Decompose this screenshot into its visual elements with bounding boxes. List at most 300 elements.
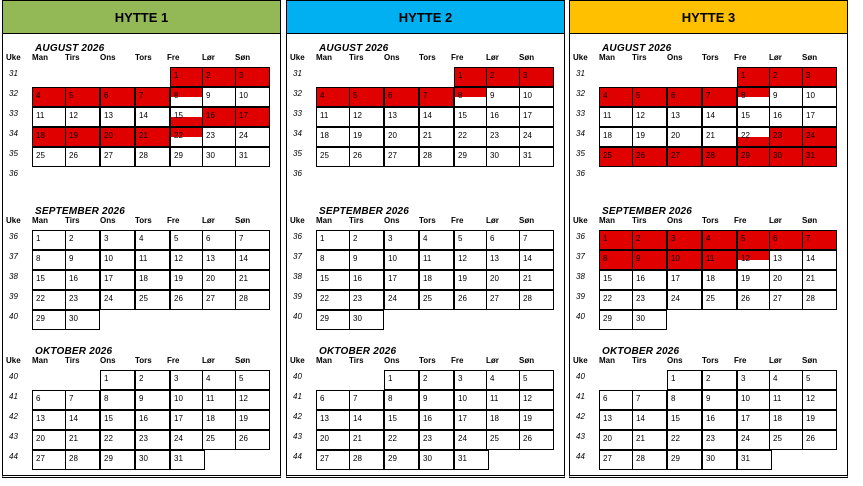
- weekday-header: Søn: [519, 216, 535, 225]
- day-cell[interactable]: 23: [702, 430, 737, 450]
- day-cell[interactable]: 29: [737, 147, 772, 167]
- day-cell[interactable]: 27: [202, 290, 237, 310]
- day-cell[interactable]: 11: [316, 107, 351, 127]
- day-cell[interactable]: 14: [519, 250, 554, 270]
- day-cell[interactable]: 16: [486, 107, 521, 127]
- day-cell[interactable]: 5: [454, 230, 489, 250]
- day-cell[interactable]: 20: [100, 127, 135, 147]
- day-cell[interactable]: 22: [384, 430, 419, 450]
- day-cell[interactable]: 2: [419, 370, 454, 390]
- day-cell[interactable]: 25: [769, 430, 804, 450]
- day-cell[interactable]: 13: [486, 250, 521, 270]
- day-cell[interactable]: 28: [419, 147, 454, 167]
- day-cell[interactable]: 10: [235, 87, 270, 107]
- day-cell[interactable]: 17: [802, 107, 837, 127]
- day-cell[interactable]: 14: [702, 107, 737, 127]
- day-cell[interactable]: 30: [349, 310, 384, 330]
- day-cell[interactable]: 3: [170, 370, 205, 390]
- week-number: 39: [9, 292, 18, 301]
- week-number: 40: [9, 372, 18, 381]
- day-cell[interactable]: 8: [100, 390, 135, 410]
- day-cell[interactable]: 2: [632, 230, 667, 250]
- day-cell[interactable]: 24: [100, 290, 135, 310]
- day-cell[interactable]: 26: [170, 290, 205, 310]
- day-cell[interactable]: 20: [32, 430, 67, 450]
- day-cell[interactable]: 4: [419, 230, 454, 250]
- day-cell[interactable]: 28: [702, 147, 737, 167]
- day-cell[interactable]: 17: [667, 270, 702, 290]
- day-cell[interactable]: 1: [32, 230, 67, 250]
- day-cell[interactable]: 23: [769, 127, 804, 147]
- day-cell[interactable]: 22: [454, 127, 489, 147]
- day-cell[interactable]: 24: [384, 290, 419, 310]
- week-number: 35: [9, 149, 18, 158]
- day-cell[interactable]: 28: [235, 290, 270, 310]
- day-cell[interactable]: 15: [384, 410, 419, 430]
- day-cell[interactable]: 12: [632, 107, 667, 127]
- day-cell[interactable]: 12: [235, 390, 270, 410]
- day-cell[interactable]: 24: [170, 430, 205, 450]
- day-cell[interactable]: 31: [519, 147, 554, 167]
- day-cell[interactable]: 5: [349, 87, 384, 107]
- day-cell[interactable]: 28: [135, 147, 170, 167]
- weekday-header: Uke: [573, 356, 588, 365]
- day-cell[interactable]: 2: [135, 370, 170, 390]
- day-cell[interactable]: 23: [419, 430, 454, 450]
- day-cell[interactable]: 4: [202, 370, 237, 390]
- day-cell[interactable]: 26: [632, 147, 667, 167]
- day-cell[interactable]: 7: [65, 390, 100, 410]
- day-cell[interactable]: 20: [384, 127, 419, 147]
- day-cell[interactable]: 23: [632, 290, 667, 310]
- day-cell[interactable]: 3: [100, 230, 135, 250]
- day-cell[interactable]: 11: [769, 390, 804, 410]
- day-cell[interactable]: 29: [170, 147, 205, 167]
- day-cell[interactable]: 21: [235, 270, 270, 290]
- day-cell[interactable]: 27: [667, 147, 702, 167]
- day-cell[interactable]: 17: [170, 410, 205, 430]
- day-cell[interactable]: 26: [235, 430, 270, 450]
- day-cell[interactable]: 17: [454, 410, 489, 430]
- day-cell[interactable]: 3: [454, 370, 489, 390]
- day-cell[interactable]: 4: [599, 87, 634, 107]
- day-cell[interactable]: 25: [316, 147, 351, 167]
- day-cell[interactable]: 6: [667, 87, 702, 107]
- day-cell[interactable]: 28: [65, 450, 100, 470]
- day-cell[interactable]: 26: [519, 430, 554, 450]
- day-cell[interactable]: 13: [384, 107, 419, 127]
- day-cell[interactable]: 10: [519, 87, 554, 107]
- month-title: AUGUST 2026: [319, 43, 389, 54]
- day-cell[interactable]: 23: [202, 127, 237, 147]
- month-block: [570, 43, 849, 183]
- day-cell[interactable]: 15: [100, 410, 135, 430]
- day-cell[interactable]: 28: [632, 450, 667, 470]
- day-cell[interactable]: 11: [599, 107, 634, 127]
- day-cell[interactable]: 30: [769, 147, 804, 167]
- day-cell[interactable]: 4: [316, 87, 351, 107]
- day-cell[interactable]: 16: [349, 270, 384, 290]
- week-number: 36: [293, 232, 302, 241]
- day-cell[interactable]: 20: [599, 430, 634, 450]
- week-number: 37: [9, 252, 18, 261]
- day-cell[interactable]: 20: [202, 270, 237, 290]
- day-cell[interactable]: 9: [65, 250, 100, 270]
- day-cell[interactable]: 14: [65, 410, 100, 430]
- day-cell[interactable]: 21: [802, 270, 837, 290]
- day-cell[interactable]: 22: [100, 430, 135, 450]
- day-cell[interactable]: 14: [632, 410, 667, 430]
- day-cell[interactable]: 10: [100, 250, 135, 270]
- day-cell[interactable]: 26: [454, 290, 489, 310]
- day-cell[interactable]: 19: [454, 270, 489, 290]
- day-cell[interactable]: 10: [384, 250, 419, 270]
- day-cell[interactable]: 30: [419, 450, 454, 470]
- day-cell[interactable]: 27: [769, 290, 804, 310]
- weekday-header: Man: [32, 216, 48, 225]
- day-cell[interactable]: 25: [702, 290, 737, 310]
- day-cell[interactable]: 18: [769, 410, 804, 430]
- day-cell[interactable]: 15: [32, 270, 67, 290]
- weekday-header: Ons: [667, 356, 683, 365]
- day-cell[interactable]: 7: [235, 230, 270, 250]
- day-cell[interactable]: 29: [316, 310, 351, 330]
- day-cell[interactable]: 29: [599, 310, 634, 330]
- day-cell[interactable]: 11: [32, 107, 67, 127]
- day-cell[interactable]: 18: [599, 127, 634, 147]
- weekday-header: Ons: [667, 53, 683, 62]
- day-cell[interactable]: 19: [519, 410, 554, 430]
- day-cell[interactable]: 24: [454, 430, 489, 450]
- day-cell[interactable]: 15: [667, 410, 702, 430]
- day-cell[interactable]: 14: [349, 410, 384, 430]
- day-cell[interactable]: 30: [702, 450, 737, 470]
- day-cell[interactable]: 21: [349, 430, 384, 450]
- day-cell[interactable]: 24: [519, 127, 554, 147]
- day-cell[interactable]: 5: [170, 230, 205, 250]
- day-cell[interactable]: 2: [349, 230, 384, 250]
- day-cell[interactable]: 17: [100, 270, 135, 290]
- day-cell[interactable]: 20: [486, 270, 521, 290]
- day-cell[interactable]: 10: [454, 390, 489, 410]
- day-cell[interactable]: 8: [737, 87, 772, 107]
- day-cell[interactable]: 21: [702, 127, 737, 147]
- day-cell[interactable]: 18: [202, 410, 237, 430]
- day-cell[interactable]: 16: [702, 410, 737, 430]
- day-cell[interactable]: 30: [135, 450, 170, 470]
- day-cell[interactable]: 27: [599, 450, 634, 470]
- day-cell[interactable]: 7: [802, 230, 837, 250]
- day-cell[interactable]: 26: [349, 147, 384, 167]
- day-cell[interactable]: 12: [349, 107, 384, 127]
- day-cell[interactable]: 23: [65, 290, 100, 310]
- weekday-header: Man: [32, 356, 48, 365]
- day-cell[interactable]: 14: [419, 107, 454, 127]
- day-cell[interactable]: 27: [100, 147, 135, 167]
- day-cell[interactable]: 4: [769, 370, 804, 390]
- day-cell[interactable]: 6: [769, 230, 804, 250]
- day-cell[interactable]: 21: [632, 430, 667, 450]
- day-cell[interactable]: 13: [316, 410, 351, 430]
- day-cell[interactable]: 10: [667, 250, 702, 270]
- day-cell[interactable]: 7: [419, 87, 454, 107]
- day-cell[interactable]: 22: [32, 290, 67, 310]
- day-cell[interactable]: 31: [454, 450, 489, 470]
- day-cell[interactable]: 5: [737, 230, 772, 250]
- day-cell[interactable]: 8: [32, 250, 67, 270]
- day-cell[interactable]: 9: [349, 250, 384, 270]
- day-cell[interactable]: 28: [349, 450, 384, 470]
- day-cell[interactable]: 1: [170, 67, 205, 87]
- day-cell[interactable]: 8: [667, 390, 702, 410]
- day-cell[interactable]: 6: [316, 390, 351, 410]
- day-cell[interactable]: 25: [419, 290, 454, 310]
- weekday-header: Søn: [235, 53, 251, 62]
- day-cell[interactable]: 2: [202, 67, 237, 87]
- day-cell[interactable]: 28: [802, 290, 837, 310]
- day-cell[interactable]: 6: [202, 230, 237, 250]
- day-cell[interactable]: 21: [65, 430, 100, 450]
- day-cell[interactable]: 9: [419, 390, 454, 410]
- day-cell[interactable]: 2: [769, 67, 804, 87]
- day-cell[interactable]: 5: [235, 370, 270, 390]
- day-cell[interactable]: 5: [802, 370, 837, 390]
- day-cell[interactable]: 13: [769, 250, 804, 270]
- day-cell[interactable]: 25: [202, 430, 237, 450]
- day-cell[interactable]: 30: [65, 310, 100, 330]
- day-cell[interactable]: 9: [486, 87, 521, 107]
- day-cell[interactable]: 13: [667, 107, 702, 127]
- day-cell[interactable]: 16: [632, 270, 667, 290]
- day-cell[interactable]: 19: [170, 270, 205, 290]
- week-number: 36: [9, 169, 18, 178]
- day-cell[interactable]: 26: [65, 147, 100, 167]
- day-cell[interactable]: 7: [349, 390, 384, 410]
- day-cell[interactable]: 2: [486, 67, 521, 87]
- day-cell[interactable]: 2: [702, 370, 737, 390]
- weekday-header: Fre: [167, 356, 180, 365]
- day-cell[interactable]: 29: [454, 147, 489, 167]
- day-cell[interactable]: 8: [170, 87, 205, 107]
- day-cell[interactable]: 10: [737, 390, 772, 410]
- day-cell[interactable]: 22: [737, 127, 772, 147]
- day-cell[interactable]: 16: [419, 410, 454, 430]
- weekday-header: Tirs: [65, 53, 80, 62]
- day-cell[interactable]: 19: [235, 410, 270, 430]
- day-cell[interactable]: 7: [519, 230, 554, 250]
- day-cell[interactable]: 3: [519, 67, 554, 87]
- day-cell[interactable]: 19: [737, 270, 772, 290]
- day-cell[interactable]: 19: [632, 127, 667, 147]
- day-cell[interactable]: 13: [100, 107, 135, 127]
- day-cell[interactable]: 24: [235, 127, 270, 147]
- day-cell[interactable]: 1: [599, 230, 634, 250]
- day-cell[interactable]: 21: [519, 270, 554, 290]
- day-cell[interactable]: 11: [419, 250, 454, 270]
- day-cell[interactable]: 9: [632, 250, 667, 270]
- day-cell[interactable]: 27: [486, 290, 521, 310]
- day-cell[interactable]: 16: [769, 107, 804, 127]
- day-cell[interactable]: 9: [202, 87, 237, 107]
- day-cell[interactable]: 6: [599, 390, 634, 410]
- day-cell[interactable]: 22: [316, 290, 351, 310]
- month-title: AUGUST 2026: [602, 43, 672, 54]
- day-cell[interactable]: 20: [769, 270, 804, 290]
- day-cell[interactable]: 29: [384, 450, 419, 470]
- day-cell[interactable]: 16: [135, 410, 170, 430]
- day-cell[interactable]: 19: [349, 127, 384, 147]
- day-cell[interactable]: 29: [667, 450, 702, 470]
- day-cell[interactable]: 15: [316, 270, 351, 290]
- weekday-header: Fre: [734, 53, 747, 62]
- day-cell[interactable]: 11: [135, 250, 170, 270]
- day-cell[interactable]: 13: [599, 410, 634, 430]
- day-cell[interactable]: 5: [632, 87, 667, 107]
- day-cell[interactable]: 18: [419, 270, 454, 290]
- day-cell[interactable]: 23: [486, 127, 521, 147]
- day-cell[interactable]: 15: [454, 107, 489, 127]
- day-cell[interactable]: 6: [486, 230, 521, 250]
- day-cell[interactable]: 18: [32, 127, 67, 147]
- day-cell[interactable]: 27: [316, 450, 351, 470]
- day-cell[interactable]: 24: [737, 430, 772, 450]
- day-cell[interactable]: 15: [737, 107, 772, 127]
- day-cell[interactable]: 24: [802, 127, 837, 147]
- day-cell[interactable]: 30: [486, 147, 521, 167]
- day-cell[interactable]: 12: [170, 250, 205, 270]
- day-cell[interactable]: 25: [486, 430, 521, 450]
- day-cell[interactable]: 20: [667, 127, 702, 147]
- day-cell[interactable]: 9: [769, 87, 804, 107]
- week-number: 38: [576, 272, 585, 281]
- day-cell[interactable]: 17: [235, 107, 270, 127]
- day-cell[interactable]: 23: [135, 430, 170, 450]
- day-cell[interactable]: 11: [486, 390, 521, 410]
- day-cell[interactable]: 22: [599, 290, 634, 310]
- day-cell[interactable]: 12: [519, 390, 554, 410]
- day-cell[interactable]: 1: [100, 370, 135, 390]
- day-cell[interactable]: 2: [65, 230, 100, 250]
- day-cell[interactable]: 13: [202, 250, 237, 270]
- month-title: SEPTEMBER 2026: [602, 206, 693, 217]
- day-cell[interactable]: 30: [632, 310, 667, 330]
- day-cell[interactable]: 31: [802, 147, 837, 167]
- day-cell[interactable]: 14: [135, 107, 170, 127]
- day-cell[interactable]: 7: [135, 87, 170, 107]
- day-cell[interactable]: 13: [32, 410, 67, 430]
- day-cell[interactable]: 12: [737, 250, 772, 270]
- day-cell[interactable]: 1: [737, 67, 772, 87]
- week-number: 34: [9, 129, 18, 138]
- day-cell[interactable]: 11: [202, 390, 237, 410]
- day-cell[interactable]: 1: [454, 67, 489, 87]
- day-cell[interactable]: 5: [65, 87, 100, 107]
- day-cell[interactable]: 29: [32, 310, 67, 330]
- day-cell[interactable]: 19: [802, 410, 837, 430]
- day-cell[interactable]: 8: [384, 390, 419, 410]
- day-cell[interactable]: 12: [454, 250, 489, 270]
- day-cell[interactable]: 7: [632, 390, 667, 410]
- day-cell[interactable]: 3: [235, 67, 270, 87]
- day-cell[interactable]: 27: [32, 450, 67, 470]
- day-cell[interactable]: 26: [737, 290, 772, 310]
- day-cell[interactable]: 4: [32, 87, 67, 107]
- day-cell[interactable]: 31: [235, 147, 270, 167]
- day-cell[interactable]: 3: [737, 370, 772, 390]
- day-cell[interactable]: 25: [599, 147, 634, 167]
- day-cell[interactable]: 1: [667, 370, 702, 390]
- day-cell[interactable]: 3: [384, 230, 419, 250]
- day-cell[interactable]: 8: [316, 250, 351, 270]
- day-cell[interactable]: 5: [519, 370, 554, 390]
- day-cell[interactable]: 6: [100, 87, 135, 107]
- weekday-header: Man: [316, 216, 332, 225]
- day-cell[interactable]: 31: [170, 450, 205, 470]
- day-cell[interactable]: 25: [32, 147, 67, 167]
- day-cell[interactable]: 18: [702, 270, 737, 290]
- day-cell[interactable]: 15: [599, 270, 634, 290]
- day-cell[interactable]: 30: [202, 147, 237, 167]
- day-cell[interactable]: 18: [486, 410, 521, 430]
- day-cell[interactable]: 8: [599, 250, 634, 270]
- day-cell[interactable]: 18: [316, 127, 351, 147]
- day-cell[interactable]: 19: [65, 127, 100, 147]
- day-cell[interactable]: 11: [702, 250, 737, 270]
- day-cell[interactable]: 17: [384, 270, 419, 290]
- day-cell[interactable]: 18: [135, 270, 170, 290]
- cabin-panel-1: [2, 0, 281, 478]
- day-cell[interactable]: 3: [802, 67, 837, 87]
- day-cell[interactable]: 20: [316, 430, 351, 450]
- day-cell[interactable]: 26: [802, 430, 837, 450]
- day-cell[interactable]: 24: [667, 290, 702, 310]
- day-cell[interactable]: 12: [802, 390, 837, 410]
- day-cell[interactable]: 6: [384, 87, 419, 107]
- day-cell[interactable]: 4: [135, 230, 170, 250]
- day-cell[interactable]: 14: [235, 250, 270, 270]
- day-cell[interactable]: 16: [65, 270, 100, 290]
- day-cell[interactable]: 14: [802, 250, 837, 270]
- day-cell[interactable]: 6: [32, 390, 67, 410]
- day-cell[interactable]: 10: [802, 87, 837, 107]
- day-cell[interactable]: 3: [667, 230, 702, 250]
- day-cell[interactable]: 28: [519, 290, 554, 310]
- day-cell[interactable]: 8: [454, 87, 489, 107]
- day-cell[interactable]: 4: [702, 230, 737, 250]
- day-cell[interactable]: 29: [100, 450, 135, 470]
- day-cell[interactable]: 1: [316, 230, 351, 250]
- day-cell[interactable]: 23: [349, 290, 384, 310]
- day-cell[interactable]: 1: [384, 370, 419, 390]
- day-cell[interactable]: 9: [135, 390, 170, 410]
- day-cell[interactable]: 15: [170, 107, 205, 127]
- day-cell[interactable]: 21: [419, 127, 454, 147]
- day-cell[interactable]: 7: [702, 87, 737, 107]
- day-cell[interactable]: 17: [519, 107, 554, 127]
- day-cell[interactable]: 10: [170, 390, 205, 410]
- day-cell[interactable]: 25: [135, 290, 170, 310]
- day-cell[interactable]: 9: [702, 390, 737, 410]
- day-cell[interactable]: 4: [486, 370, 521, 390]
- day-cell[interactable]: 17: [737, 410, 772, 430]
- day-cell[interactable]: 21: [135, 127, 170, 147]
- day-cell[interactable]: 22: [667, 430, 702, 450]
- day-cell[interactable]: 27: [384, 147, 419, 167]
- day-cell[interactable]: 31: [737, 450, 772, 470]
- day-cell[interactable]: 12: [65, 107, 100, 127]
- day-cell[interactable]: 16: [202, 107, 237, 127]
- day-cell[interactable]: 22: [170, 127, 205, 147]
